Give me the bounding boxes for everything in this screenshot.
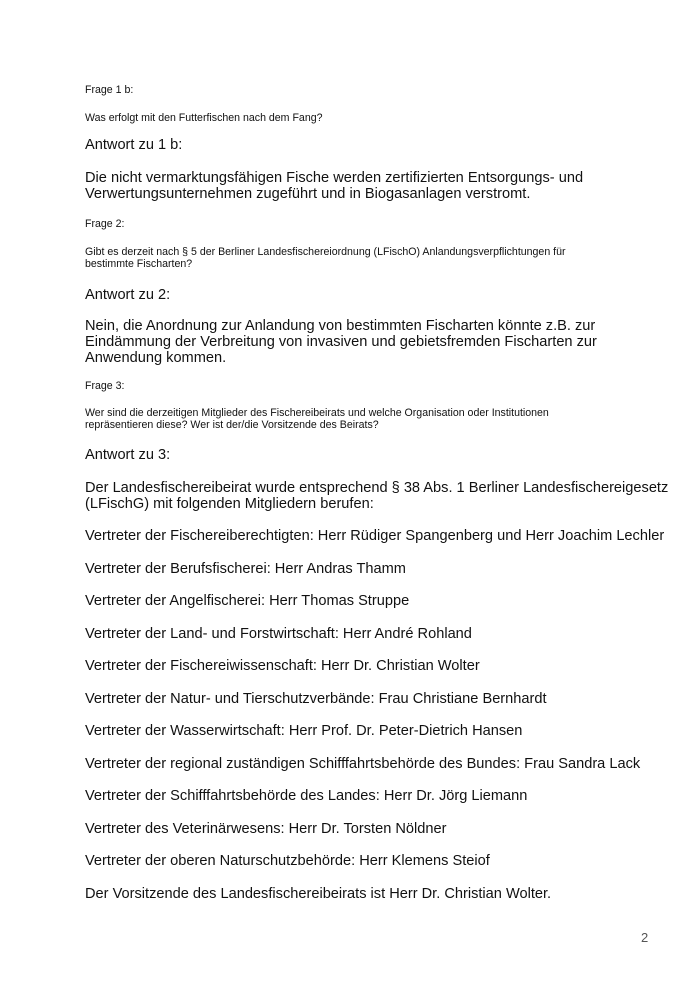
answer-2-line-3: Anwendung kommen. <box>85 350 227 366</box>
member-veterinaerwesen: Vertreter des Veterinärwesens: Herr Dr. Torsten Nöldner <box>85 821 447 837</box>
answer-3-intro-line-2: (LFischG) mit folgenden Mitgliedern berufen: <box>85 496 374 512</box>
chair-statement: Der Vorsitzende des Landesfischereibeirats ist Herr Dr. Christian Wolter. <box>85 886 552 902</box>
page-number: 2 <box>641 930 649 945</box>
question-1b-label: Frage 1 b: <box>85 84 134 96</box>
member-naturschutzbehoerde: Vertreter der oberen Naturschutzbehörde: Herr Klemens Steiof <box>85 853 490 869</box>
question-3-line-2: repräsentieren diese? Wer ist der/die Vorsitzende des Beirats? <box>85 419 379 431</box>
member-natur-tierschutz: Vertreter der Natur- und Tierschutzverbände: Frau Christiane Bernhardt <box>85 691 547 707</box>
answer-2-label: Antwort zu 2: <box>85 287 171 303</box>
answer-1b-line-2: Verwertungsunternehmen zugeführt und in Biogasanlagen verstromt. <box>85 186 531 202</box>
member-berufsfischerei: Vertreter der Berufsfischerei: Herr Andras Thamm <box>85 561 406 577</box>
question-3-line-1: Wer sind die derzeitigen Mitglieder des Fischereibeirats und welche Organisation oder Institutionen <box>85 407 549 419</box>
member-schifffahrt-land: Vertreter der Schifffahrtsbehörde des Landes: Herr Dr. Jörg Liemann <box>85 788 528 804</box>
member-fischereiwissenschaft: Vertreter der Fischereiwissenschaft: Herr Dr. Christian Wolter <box>85 658 480 674</box>
answer-3-label: Antwort zu 3: <box>85 447 171 463</box>
member-fischereiberechtigte: Vertreter der Fischereiberechtigten: Herr Rüdiger Spangenberg und Herr Joachim Lechler <box>85 528 665 544</box>
member-schifffahrt-bund: Vertreter der regional zuständigen Schifffahrtsbehörde des Bundes: Frau Sandra Lack <box>85 756 641 772</box>
question-2-label: Frage 2: <box>85 218 125 230</box>
answer-1b-label: Antwort zu 1 b: <box>85 137 183 153</box>
question-1b-text: Was erfolgt mit den Futterfischen nach dem Fang? <box>85 112 323 124</box>
question-2-line-2: bestimmte Fischarten? <box>85 258 193 270</box>
question-2-line-1: Gibt es derzeit nach § 5 der Berliner Landesfischereiordnung (LFischO) Anlandungsverpflichtungen für <box>85 246 566 258</box>
answer-2-line-2: Eindämmung der Verbreitung von invasiven und gebietsfremden Fischarten zur <box>85 334 597 350</box>
answer-1b-line-1: Die nicht vermarktungsfähigen Fische werden zertifizierten Entsorgungs- und <box>85 170 584 186</box>
answer-3-intro-line-1: Der Landesfischereibeirat wurde entsprechend § 38 Abs. 1 Berliner Landesfischereigesetz <box>85 480 669 496</box>
member-angelfischerei: Vertreter der Angelfischerei: Herr Thomas Struppe <box>85 593 410 609</box>
member-wasserwirtschaft: Vertreter der Wasserwirtschaft: Herr Prof. Dr. Peter-Dietrich Hansen <box>85 723 523 739</box>
member-land-forstwirtschaft: Vertreter der Land- und Forstwirtschaft: Herr André Rohland <box>85 626 472 642</box>
question-3-label: Frage 3: <box>85 380 125 392</box>
answer-2-line-1: Nein, die Anordnung zur Anlandung von bestimmten Fischarten könnte z.B. zur <box>85 318 596 334</box>
